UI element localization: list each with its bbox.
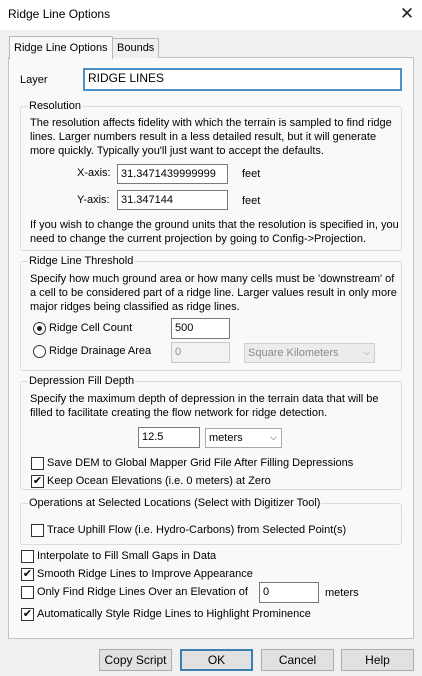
keep-ocean-label: Keep Ocean Elevations (i.e. 0 meters) at Zero (47, 475, 271, 487)
interpolate-label: Interpolate to Fill Small Gaps in Data (37, 550, 217, 562)
depression-depth-input[interactable]: 12.5 (138, 427, 200, 448)
trace-uphill-label: Trace Uphill Flow (i.e. Hydro-Carbons) from Selected Point(s) (47, 524, 347, 536)
y-axis-resolution-input[interactable]: 31.347144 (117, 190, 228, 210)
layer-label: Layer (20, 74, 48, 86)
ridge-drainage-area-radio[interactable] (33, 345, 46, 358)
threshold-description: Specify how much ground area or how many cells must be 'downstream' of a cell to be considered part of a ridge line. Larger values result in only more major ridges being classified as ridge lines. (30, 273, 397, 313)
drainage-unit-select[interactable] (244, 343, 375, 363)
cancel-button[interactable]: Cancel (261, 649, 334, 671)
save-dem-label: Save DEM to Global Mapper Grid File After Filling Depressions (47, 457, 354, 469)
auto-style-label: Automatically Style Ridge Lines to Highlight Prominence (37, 608, 311, 620)
depression-title: Depression Fill Depth (29, 375, 135, 387)
elevation-threshold-unit: meters (325, 587, 359, 599)
elevation-threshold-input[interactable]: 0 (259, 582, 319, 603)
ridge-cell-count-label: Ridge Cell Count (49, 322, 133, 334)
ridge-cell-count-input[interactable]: 500 (171, 318, 230, 339)
help-button[interactable]: Help (341, 649, 414, 671)
only-find-elevation-label: Only Find Ridge Lines Over an Elevation of (37, 586, 248, 598)
y-axis-unit: feet (242, 195, 261, 207)
ridge-cell-count-radio[interactable] (33, 322, 46, 335)
tab-ridge-line-options[interactable]: Ridge Line Options (9, 36, 113, 59)
copy-script-button[interactable]: Copy Script (99, 649, 172, 671)
y-axis-label: Y-axis: (77, 194, 110, 206)
save-dem-checkbox[interactable] (31, 457, 44, 470)
smooth-ridge-lines-label: Smooth Ridge Lines to Improve Appearance (37, 568, 253, 580)
resolution-title: Resolution (29, 100, 81, 112)
ridge-drainage-area-label: Ridge Drainage Area (49, 345, 152, 357)
operations-title: Operations at Selected Locations (Select with Digitizer Tool) (29, 497, 321, 509)
radio-selected-dot (37, 326, 42, 331)
depression-unit-value: meters (209, 432, 243, 444)
smooth-ridge-lines-checkbox[interactable]: ✔ (22, 568, 33, 580)
x-axis-resolution-input[interactable]: 31.3471439999999 (117, 164, 228, 184)
x-axis-label: X-axis: (77, 167, 111, 179)
chevron-down-icon: ⌵ (270, 432, 277, 442)
tab-bounds[interactable]: Bounds (112, 38, 159, 58)
layer-name-input[interactable]: RIDGE LINES (83, 68, 402, 91)
chevron-down-icon: ⌵ (363, 347, 370, 357)
ok-button[interactable]: OK (180, 649, 253, 671)
auto-style-checkbox[interactable]: ✔ (22, 608, 33, 620)
threshold-title: Ridge Line Threshold (29, 255, 134, 267)
keep-ocean-checkbox[interactable]: ✔ (32, 475, 43, 487)
interpolate-checkbox[interactable] (21, 550, 34, 563)
only-find-elevation-checkbox[interactable] (21, 586, 34, 599)
trace-uphill-checkbox[interactable] (31, 524, 44, 537)
window-title: Ridge Line Options (8, 7, 111, 21)
projection-note: If you wish to change the ground units that the resolution is specified in, you need to change the current projection by going to Config->Projection. (30, 219, 399, 245)
depression-unit-select[interactable] (205, 428, 282, 448)
ridge-drainage-area-input[interactable]: 0 (171, 342, 230, 363)
x-axis-unit: feet (242, 168, 261, 180)
resolution-description: The resolution affects fidelity with which the terrain is sampled to find ridge lines. Larger numbers result in a less detailed result, but it will generate more quickly. Typically you'll just want to accept the defaults. (30, 117, 392, 157)
depression-description: Specify the maximum depth of depression in the terrain data that will be filled to facilitate creating the flow network for ridge detection. (30, 393, 379, 419)
drainage-unit-value: Square Kilometers (248, 347, 339, 359)
close-icon[interactable]: ✕ (399, 4, 415, 23)
